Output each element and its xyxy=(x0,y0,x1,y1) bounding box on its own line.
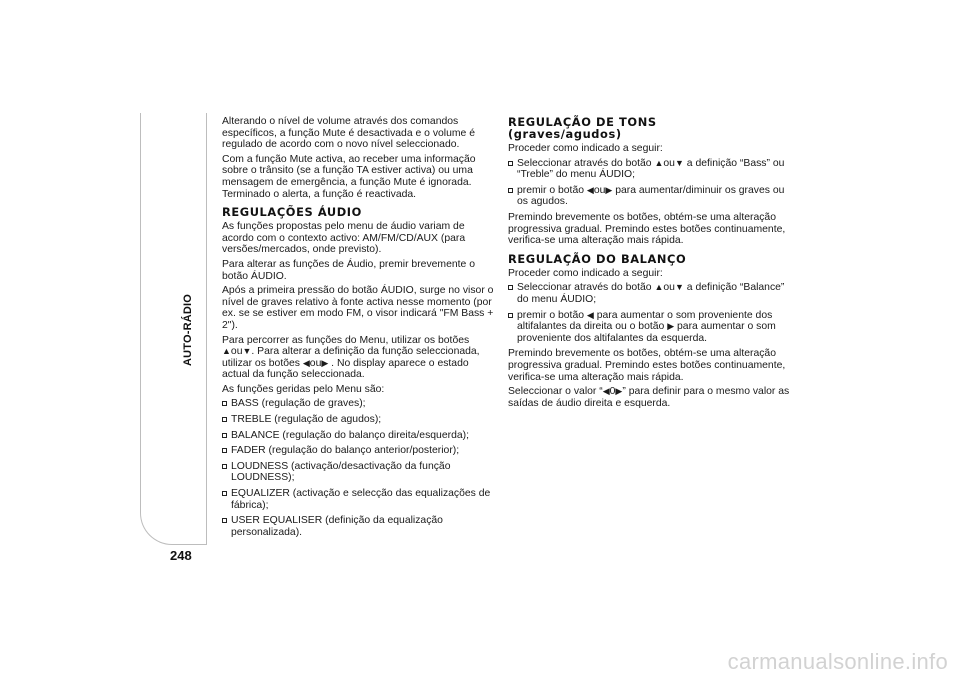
arrow-right-icon: ▶ xyxy=(667,321,675,332)
list-item: Seleccionar através do botão ▲ou▼ a definição “Balance” do menu ÁUDIO; xyxy=(508,282,798,305)
bullet-box-icon xyxy=(222,518,227,523)
list-item: premir o botão ◀ou▶ para aumentar/diminuir os graves ou os agudos. xyxy=(508,185,798,208)
bullet-box-icon xyxy=(222,433,227,438)
paragraph: Proceder como indicado a seguir: xyxy=(508,143,663,154)
section-tab xyxy=(180,293,196,367)
arrow-right-icon: ▶ xyxy=(605,184,613,195)
tone-steps-list xyxy=(508,158,798,208)
heading-balance-settings: REGULAÇÃO DO BALANÇO xyxy=(508,251,687,266)
list-item: Seleccionar através do botão ▲ou▼ a definição “Bass” ou “Treble” do menu ÁUDIO; xyxy=(508,158,798,181)
paragraph: Proceder como indicado a seguir: xyxy=(508,267,663,279)
balance-steps-list xyxy=(508,282,798,344)
paragraph: Com a função Mute activa, ao receber uma informação sobre o trânsito (se a função TA estiver activa) ou uma mensagem de emergência, a função Mute é ignorada. Terminado o alerta, a função é reactivada. xyxy=(222,153,476,200)
arrow-right-icon: ▶ xyxy=(615,386,623,397)
arrow-right-icon: ▶ xyxy=(321,357,329,368)
right-column xyxy=(508,116,798,412)
paragraph: As funções geridas pelo Menu são: xyxy=(222,383,385,395)
list-item: EQUALIZER (activação e selecção das equalizações de fábrica); xyxy=(222,488,497,511)
bullet-box-icon xyxy=(222,491,227,496)
arrow-left-icon: ◀ xyxy=(302,357,310,368)
arrow-up-icon: ▲ xyxy=(654,157,664,168)
bullet-box-icon xyxy=(508,161,513,166)
arrow-left-icon: ◀ xyxy=(586,184,594,195)
paragraph: As funções propostas pelo menu de áudio variam de acordo com o contexto activo: AM/FM/CD/AUX (para versões/mercados, onde previsto). xyxy=(222,221,466,256)
bullet-box-icon xyxy=(222,448,227,453)
bullet-box-icon xyxy=(508,188,513,193)
list-item: BALANCE (regulação do balanço direita/esquerda); xyxy=(222,430,497,442)
watermark: carmanualsonline.info xyxy=(727,649,948,674)
sidebar-divider xyxy=(206,113,207,545)
list-item: BASS (regulação de graves); xyxy=(222,398,497,410)
bullet-box-icon xyxy=(222,417,227,422)
paragraph: Para alterar as funções de Áudio, premir brevemente o botão ÁUDIO. xyxy=(222,258,475,282)
heading-audio-settings: REGULAÇÕES ÁUDIO xyxy=(222,205,362,220)
list-item: premir o botão ◀ para aumentar o som proveniente dos altifalantes da direita ou o botão ▶ para aumentar o som proveniente dos altifalantes da esquerda. xyxy=(508,310,798,345)
bullet-box-icon xyxy=(508,285,513,290)
arrow-up-icon: ▲ xyxy=(654,282,664,293)
page-number: 248 xyxy=(170,548,192,563)
paragraph: Premindo brevemente os botões, obtém-se uma alteração progressiva gradual. Premindo estes botões continuamente, verifica-se uma alteração mais rápida. xyxy=(508,211,786,247)
paragraph: Após a primeira pressão do botão ÁUDIO, surge no visor o nível de graves relativo à fonte activa nesse momento (por ex. se se estiver em modo FM, o visor indicará "FM Bass + 2"). xyxy=(222,285,494,331)
arrow-up-icon: ▲ xyxy=(222,346,231,357)
list-item: TREBLE (regulação de agudos); xyxy=(222,414,497,426)
list-item: USER EQUALISER (definição da equalização personalizada). xyxy=(222,515,497,538)
arrow-left-icon: ◀ xyxy=(586,309,594,320)
paragraph: Para percorrer as funções do Menu, utilizar os botões ▲ou▼. Para alterar a definição da função seleccionada, utilizar os botões ◀ou▶ . No display aparece o estado actual da função seleccionada. xyxy=(222,334,480,381)
left-column xyxy=(222,116,497,542)
list-item: LOUDNESS (activação/desactivação da função LOUDNESS); xyxy=(222,461,497,484)
arrow-left-icon: ◀ xyxy=(602,386,610,397)
paragraph: Premindo brevemente os botões, obtém-se uma alteração progressiva gradual. Premindo estes botões continuamente, verifica-se uma alteração mais rápida. xyxy=(508,348,786,383)
section-label: AUTO-RÁDIO xyxy=(182,293,195,367)
sidebar-frame xyxy=(140,113,206,545)
arrow-down-icon: ▼ xyxy=(242,346,252,357)
bullet-box-icon xyxy=(222,464,227,469)
list-item: FADER (regulação do balanço anterior/posterior); xyxy=(222,445,497,457)
arrow-down-icon: ▼ xyxy=(674,157,684,168)
bullet-box-icon xyxy=(508,313,513,318)
paragraph: Alterando o nível de volume através dos comandos específicos, a função Mute é desactivada e o volume é regulado de acordo com o novo nível seleccionado. xyxy=(222,116,475,151)
heading-tone-settings: REGULAÇÃO DE TONS (graves/agudos) xyxy=(508,115,657,141)
menu-function-list xyxy=(222,398,497,538)
bullet-box-icon xyxy=(222,401,227,406)
arrow-down-icon: ▼ xyxy=(674,282,684,293)
paragraph: Seleccionar o valor “◀0▶” para definir para o mesmo valor as saídas de áudio direita e esquerda. xyxy=(508,386,790,409)
